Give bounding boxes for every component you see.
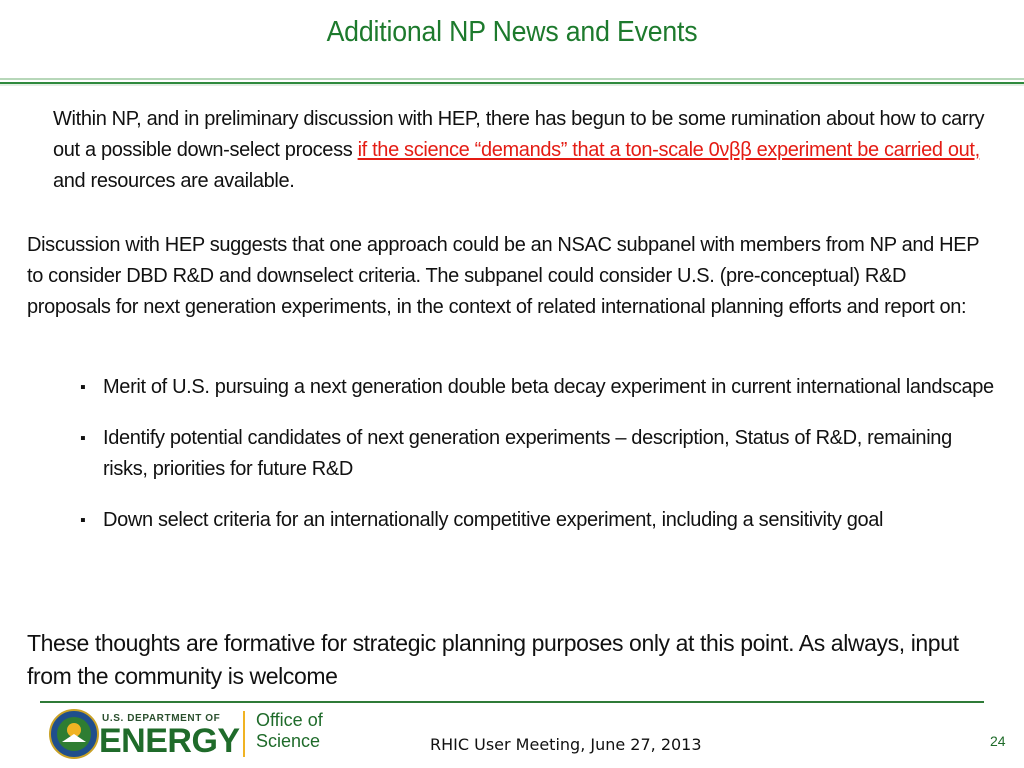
slide-title: Additional NP News and Events — [326, 16, 698, 48]
office-line-1: Office of — [256, 710, 323, 730]
page-number: 24 — [990, 733, 1006, 749]
bullet-text: Identify potential candidates of next generation experiments – description, Status of R&D, remaining risks, priorities for future R&D — [103, 427, 952, 480]
bullet-item — [80, 372, 1000, 403]
bullet-marker-icon: ▪ — [80, 430, 86, 447]
footer-divider — [40, 701, 984, 703]
intro-highlight: if the science “demands” that a ton-scale 0νββ experiment be carried out, — [357, 139, 980, 161]
bullet-marker-icon: ▪ — [80, 512, 86, 529]
logo-separator — [243, 711, 245, 757]
office-line-2: Science — [256, 731, 321, 751]
closing-statement: These thoughts are formative for strategic planning purposes only at this point. As always, input from the community is welcome — [27, 630, 959, 689]
intro-text-end: and resources are available. — [53, 170, 295, 192]
intro-text-start: Within NP, and in preliminary discussion with HEP, there has begun to be some rumination about how to carry out a possible down-select process — [53, 108, 985, 161]
bullet-text: Merit of U.S. pursuing a next generation double beta decay experiment in current international landscape — [103, 376, 994, 398]
doe-energy-wordmark: ENERGY — [99, 722, 240, 760]
bullet-marker-icon: ▪ — [80, 379, 86, 396]
office-of-science-label — [256, 710, 323, 752]
meeting-caption: RHIC User Meeting, June 27, 2013 — [430, 735, 702, 754]
bullet-item — [80, 505, 1000, 536]
intro-paragraph — [53, 104, 988, 197]
discussion-paragraph: Discussion with HEP suggests that one approach could be an NSAC subpanel with members from NP and HEP to consider DBD R&D and downselect criteria. The subpanel could consider U.S. (pre-conceptual) R&D proposals for next generation experiments, in the context of related international planning efforts and report on: — [27, 234, 979, 318]
report-bullet-list — [80, 372, 1000, 556]
bullet-item — [80, 423, 1000, 485]
bullet-text: Down select criteria for an internationally competitive experiment, including a sensitivity goal — [103, 509, 884, 531]
doe-department-text: U.S. DEPARTMENT OF — [102, 713, 221, 724]
title-divider — [0, 78, 1024, 86]
